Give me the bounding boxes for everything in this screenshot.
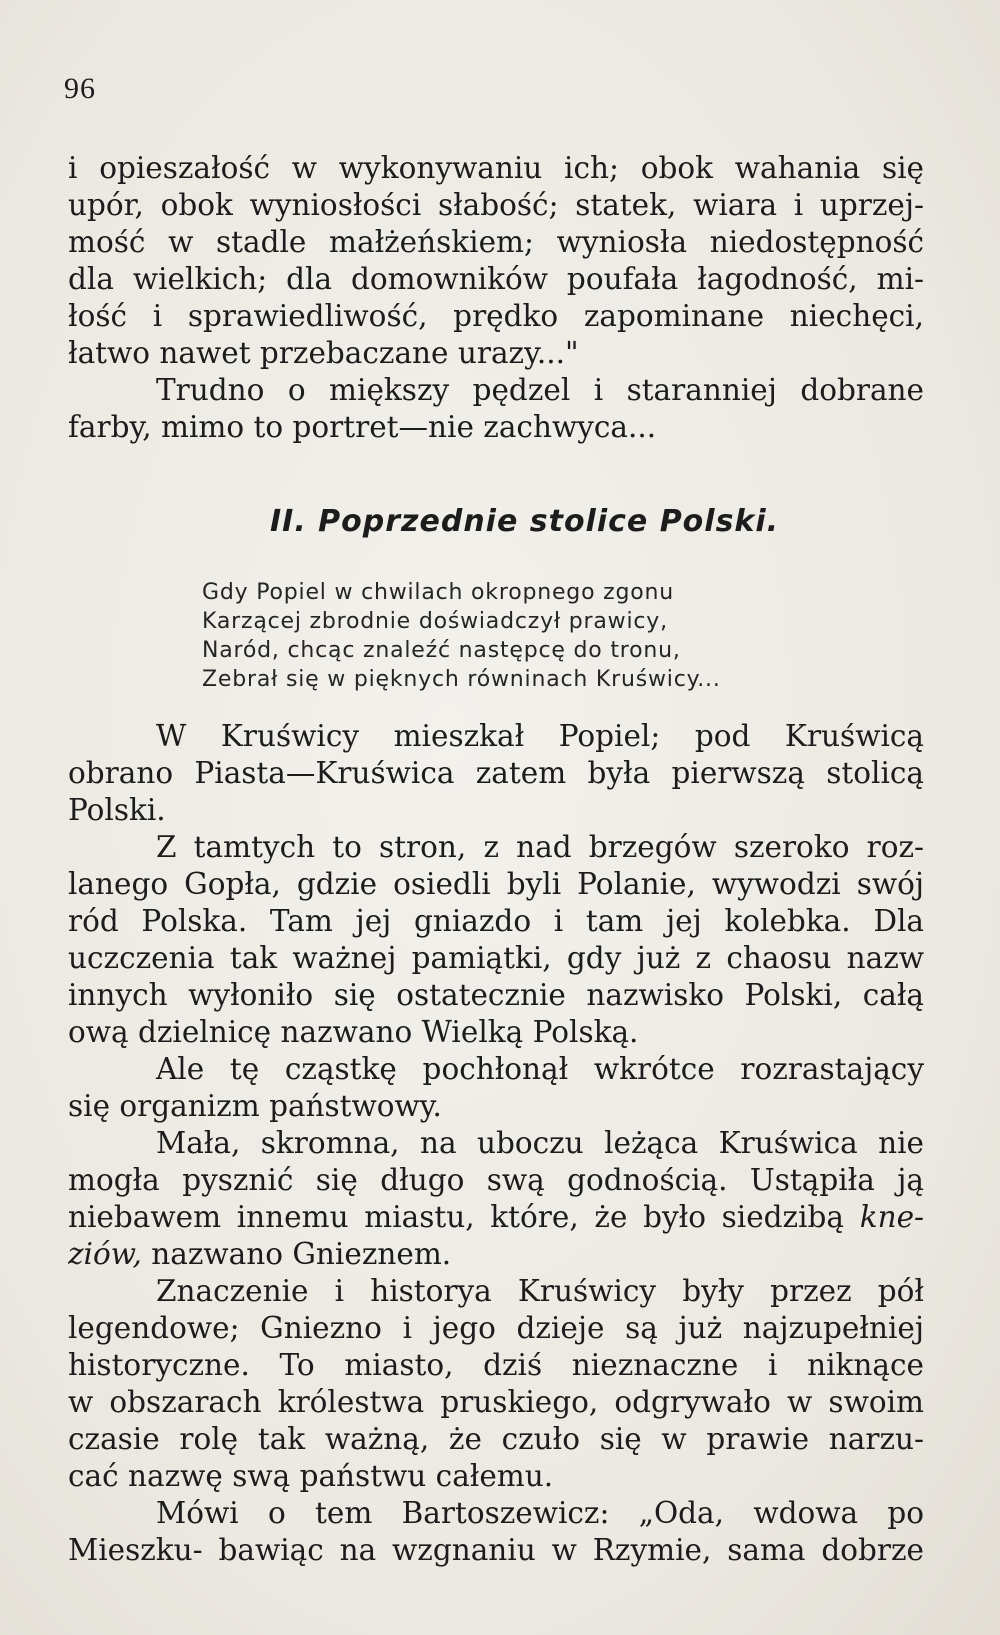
text-line: ową dzielnicę nazwano Wielką Polską. (68, 1015, 639, 1049)
text-line: czasie rolę tak ważną, że czuło się w prawie narzu- (68, 1422, 924, 1456)
text-line: dla wielkich; dla domowników poufała łagodność, mi- (68, 262, 924, 296)
text-line: historyczne. To miasto, dziś nieznaczne i niknące (68, 1348, 924, 1382)
text-line: i opieszałość w wykonywaniu ich; obok wahania się (68, 151, 924, 185)
text-line: uczczenia tak ważnej pamiątki, gdy już z chaosu nazw (68, 941, 924, 975)
text-line: w obszarach królestwa pruskiego, odgrywało w swoim (68, 1385, 924, 1419)
text-line (68, 1199, 924, 1236)
text-line: W Kruświcy mieszkał Popiel; pod Kruświcą (156, 719, 924, 753)
text-segment: niebawem innemu miastu, które, że było siedzibą (68, 1200, 844, 1234)
text-line: łatwo nawet przebaczane urazy..." (68, 336, 579, 370)
text-line: obrano Piasta—Kruświca zatem była pierwszą stolicą (68, 756, 924, 790)
text-line: się organizm państwowy. (68, 1089, 442, 1123)
text-line: Polski. (68, 793, 166, 827)
text-line: cać nazwę swą państwu całemu. (68, 1459, 554, 1493)
text-line: Znaczenie i historya Kruświcy były przez pół (156, 1274, 924, 1308)
text-line: Mała, skromna, na uboczu leżąca Kruświca nie (156, 1126, 924, 1160)
text-line: Mieszku- bawiąc na wzgnaniu w Rzymie, sama dobrze (68, 1533, 924, 1567)
poem-quote (202, 578, 721, 694)
text-line: Trudno o miększy pędzel i staranniej dobrane (156, 373, 924, 407)
text-line: farby, mimo to portret—nie zachwyca... (68, 410, 657, 444)
text-line: łość i sprawiedliwość, prędko zapominane niechęci, (68, 299, 924, 333)
page-number: 96 (64, 72, 96, 105)
poem-line: Zebrał się w pięknych równinach Kruświcy... (202, 667, 721, 692)
text-line: innych wyłoniło się ostatecznie nazwisko Polski, całą (68, 978, 924, 1012)
text-line: Ale tę cząstkę pochłonął wkrótce rozrastający (156, 1052, 924, 1086)
opening-text (68, 150, 924, 446)
text-line (68, 1236, 924, 1273)
text-line: upór, obok wyniosłości słabość; statek, wiara i uprzej- (68, 188, 924, 222)
text-segment: nazwano Gnieznem. (151, 1237, 452, 1271)
text-line: Mówi o tem Bartoszewicz: „Oda, wdowa po (156, 1496, 924, 1530)
italic-word: kne- (859, 1200, 924, 1234)
text-line: lanego Gopła, gdzie osiedli byli Polanie, wywodzi swój (68, 867, 924, 901)
text-line: mogła pysznić się długo swą godnością. Ustąpiła ją (68, 1163, 924, 1197)
section-title: II. Poprzednie stolice Polski. (270, 504, 780, 539)
italic-word: ziów, (68, 1237, 142, 1271)
poem-line: Karzącej zbrodnie doświadczył prawicy, (202, 609, 668, 634)
poem-line: Naród, chcąc znaleźć następcę do tronu, (202, 638, 681, 663)
text-line: ród Polska. Tam jej gniazdo i tam jej kolebka. Dla (68, 904, 924, 938)
text-line: legendowe; Gniezno i jego dzieje są już najzupełniej (68, 1311, 924, 1345)
text-line: Z tamtych to stron, z nad brzegów szeroko roz- (156, 830, 924, 864)
main-text (68, 718, 924, 1569)
text-line: mość w stadle małżeńskiem; wyniosła niedostępność (68, 225, 924, 259)
poem-line: Gdy Popiel w chwilach okropnego zgonu (202, 580, 674, 605)
